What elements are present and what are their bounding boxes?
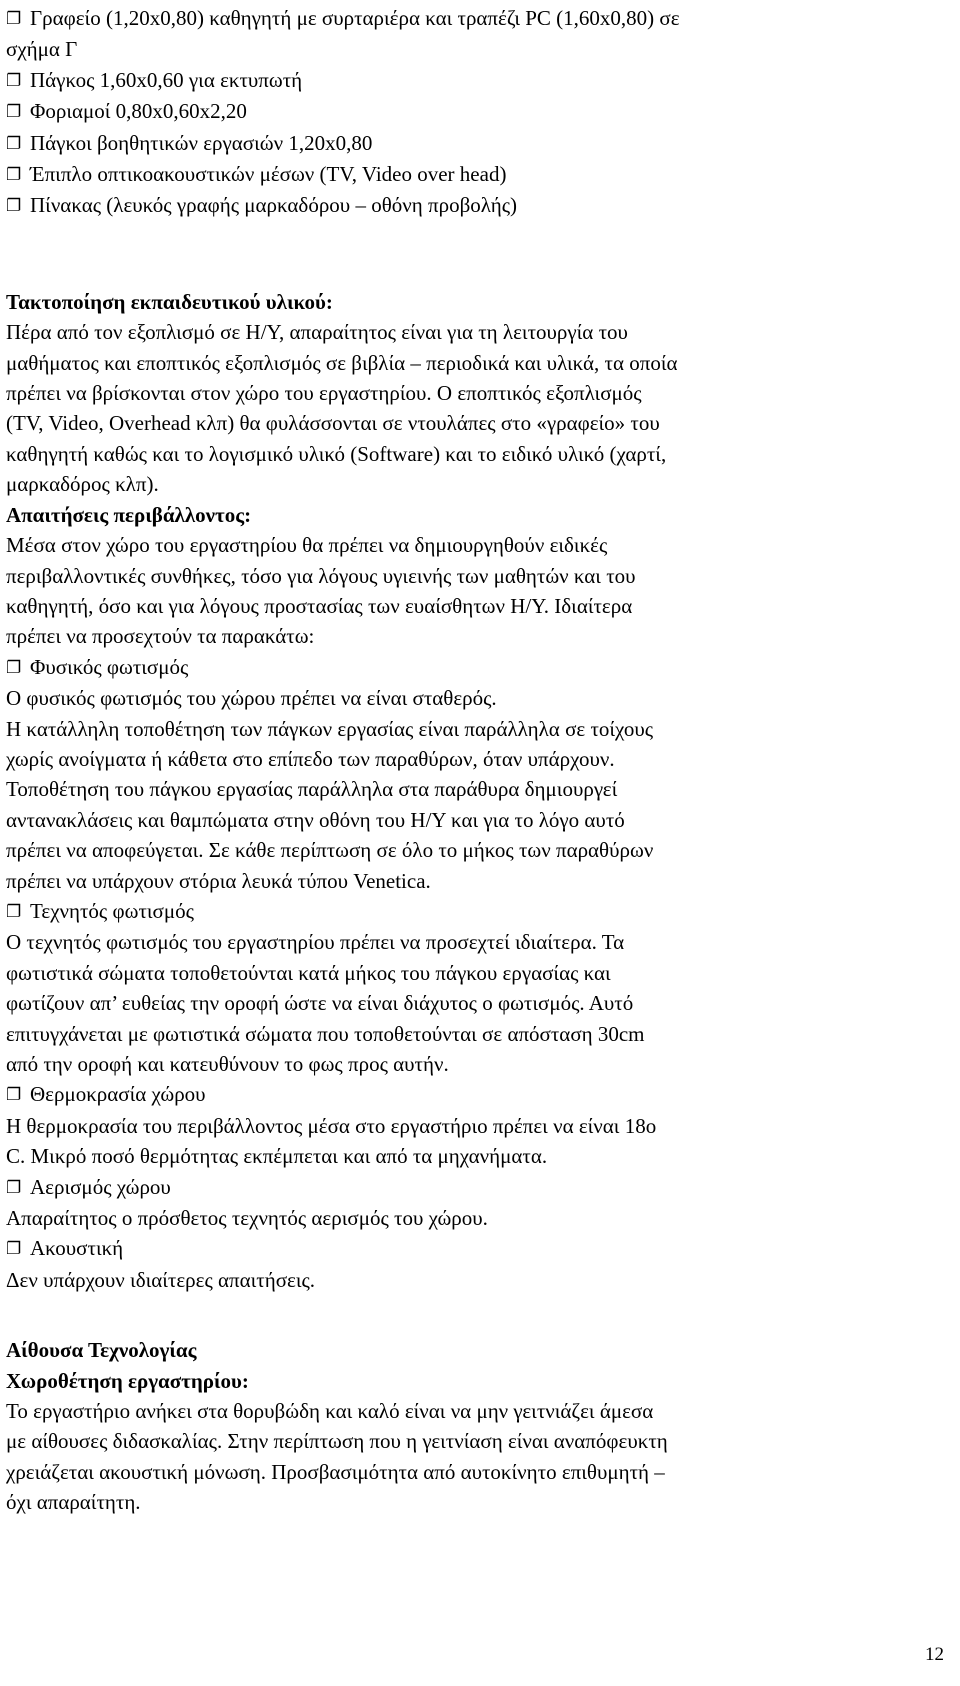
paragraph-line: (TV, Video, Overhead κλπ) θα φυλάσσονται σε ντουλάπες στο «γραφείο» του bbox=[6, 411, 660, 436]
checkbox-arrow-bullet-icon: ❐ bbox=[6, 1239, 22, 1259]
subsection-natural-light: ❐ Φυσικός φωτισμός bbox=[6, 652, 946, 683]
paragraph-line: χρειάζεται ακουστική μόνωση. Προσβασιμότητα από αυτοκίνητο επιθυμητή – bbox=[6, 1459, 665, 1484]
paragraph-line: μαρκαδόρος κλπ). bbox=[6, 472, 159, 497]
paragraph-line: χωρίς ανοίγματα ή κάθετα στο επίπεδο των παραθύρων, όταν υπάρχουν. bbox=[6, 746, 615, 771]
paragraph-line: πρέπει να υπάρχουν στόρια λευκά τύπου Venetica. bbox=[6, 868, 431, 893]
paragraph-line: όχι απαραίτητη. bbox=[6, 1490, 141, 1515]
subsection-artificial-light: ❐ Τεχνητός φωτισμός bbox=[6, 896, 946, 927]
paragraph-line: πρέπει να βρίσκονται στον χώρο του εργαστηρίου. Ο εποπτικός εξοπλισμός bbox=[6, 381, 642, 406]
paragraph-line: καθηγητή καθώς και το λογισμικό υλικό (Software) και το ειδικό υλικό (χαρτί, bbox=[6, 441, 667, 466]
paragraph-line: επιτυγχάνεται με φωτιστικά σώματα που τοποθετούνται σε απόσταση 30cm bbox=[6, 1021, 645, 1046]
list-item: ❐ Φοριαμοί 0,80x0,60x2,20 bbox=[6, 96, 946, 127]
document-page bbox=[6, 3, 946, 1518]
paragraph-line: με αίθουσες διδασκαλίας. Στην περίπτωση που η γειτνίαση είναι αναπόφευκτη bbox=[6, 1429, 668, 1454]
paragraph-line: Τοποθέτηση του πάγκου εργασίας παράλληλα στα παράθυρα δημιουργεί bbox=[6, 777, 618, 802]
checkbox-arrow-bullet-icon: ❐ bbox=[6, 1085, 22, 1105]
page-number: 12 bbox=[925, 1644, 944, 1665]
paragraph-line: μαθήματος και εποπτικός εξοπλισμός σε βιβλία – περιοδικά και υλικά, τα οποία bbox=[6, 350, 678, 375]
paragraph-line: φωτιστικά σώματα τοποθετούνται κατά μήκος του πάγκου εργασίας και bbox=[6, 960, 611, 985]
paragraph-line: Απαραίτητος ο πρόσθετος τεχνητός αερισμός του χώρου. bbox=[6, 1206, 488, 1231]
paragraph-line: Ο τεχνητός φωτισμός του εργαστηρίου πρέπει να προσεχτεί ιδιαίτερα. Τα bbox=[6, 930, 625, 955]
paragraph-line: Η θερμοκρασία του περιβάλλοντος μέσα στο εργαστήριο πρέπει να είναι 18ο bbox=[6, 1113, 657, 1138]
checkbox-arrow-bullet-icon: ❐ bbox=[6, 196, 22, 216]
paragraph-line: Πέρα από τον εξοπλισμό σε Η/Υ, απαραίτητος είναι για τη λειτουργία του bbox=[6, 320, 628, 345]
paragraph-line: Δεν υπάρχουν ιδιαίτερες απαιτήσεις. bbox=[6, 1267, 316, 1292]
list-item: ❐ Πάγκοι βοηθητικών εργασιών 1,20x0,80 bbox=[6, 128, 946, 159]
list-item-continuation: σχήμα Γ bbox=[6, 37, 78, 62]
checkbox-arrow-bullet-icon: ❐ bbox=[6, 102, 22, 122]
list-item: ❐ Πάγκος 1,60x0,60 για εκτυπωτή bbox=[6, 65, 946, 96]
paragraph-line: περιβαλλοντικές συνθήκες, τόσο για λόγους υγιεινής των μαθητών και του bbox=[6, 563, 636, 588]
paragraph-line: Η κατάλληλη τοποθέτηση των πάγκων εργασίας είναι παράλληλα σε τοίχους bbox=[6, 716, 654, 741]
subsection-temperature: ❐ Θερμοκρασία χώρου bbox=[6, 1079, 946, 1110]
checkbox-arrow-bullet-icon: ❐ bbox=[6, 901, 22, 921]
paragraph-line: φωτίζουν απ’ ευθείας την οροφή ώστε να είναι διάχυτος ο φωτισμός. Αυτό bbox=[6, 991, 634, 1016]
checkbox-arrow-bullet-icon: ❐ bbox=[6, 9, 22, 28]
list-item: ❐ Πίνακας (λευκός γραφής μαρκαδόρου – οθόνη προβολής) bbox=[6, 190, 946, 221]
paragraph-line: από την οροφή και κατευθύνουν το φως προς αυτήν. bbox=[6, 1052, 449, 1076]
checkbox-arrow-bullet-icon: ❐ bbox=[6, 1177, 22, 1197]
paragraph-line: Ο φυσικός φωτισμός του χώρου πρέπει να είναι σταθερός. bbox=[6, 686, 497, 711]
section-heading-organization: Τακτοποίηση εκπαιδευτικού υλικού: bbox=[6, 289, 333, 314]
checkbox-arrow-bullet-icon: ❐ bbox=[6, 165, 22, 185]
paragraph-line: Μέσα στον χώρο του εργαστηρίου θα πρέπει να δημιουργηθούν ειδικές bbox=[6, 533, 608, 558]
paragraph-line: πρέπει να προσεχτούν τα παρακάτω: bbox=[6, 624, 315, 649]
paragraph-line: καθηγητή, όσο και για λόγους προστασίας των ευαίσθητων Η/Υ. Ιδιαίτερα bbox=[6, 593, 633, 618]
section-heading-tech-room: Αίθουσα Τεχνολογίας bbox=[6, 1338, 197, 1363]
paragraph-line: Το εργαστήριο ανήκει στα θορυβώδη και καλό είναι να μην γειτνιάζει άμεσα bbox=[6, 1399, 654, 1424]
paragraph-line: πρέπει να αποφεύγεται. Σε κάθε περίπτωση σε όλο το μήκος των παραθύρων bbox=[6, 838, 654, 863]
paragraph-line: C. Μικρό ποσό θερμότητας εκπέμπεται και από τα μηχανήματα. bbox=[6, 1144, 548, 1169]
checkbox-arrow-bullet-icon: ❐ bbox=[6, 133, 22, 153]
subsection-ventilation: ❐ Αερισμός χώρου bbox=[6, 1172, 946, 1203]
subsection-acoustic: ❐ Ακουστική bbox=[6, 1233, 946, 1264]
checkbox-arrow-bullet-icon: ❐ bbox=[6, 657, 22, 677]
section-heading-placement: Χωροθέτηση εργαστηρίου: bbox=[6, 1368, 249, 1393]
checkbox-arrow-bullet-icon: ❐ bbox=[6, 70, 22, 90]
paragraph-line: αντανακλάσεις και θαμπώματα στην οθόνη του Η/Υ και για το λόγο αυτό bbox=[6, 807, 625, 832]
list-item: ❐ Έπιπλο οπτικοακουστικών μέσων (TV, Video over head) bbox=[6, 159, 946, 190]
list-item: ❐ Γραφείο (1,20x0,80) καθηγητή με συρταριέρα και τραπέζι PC (1,60x0,80) σε bbox=[6, 3, 946, 34]
section-heading-environment: Απαιτήσεις περιβάλλοντος: bbox=[6, 502, 252, 527]
